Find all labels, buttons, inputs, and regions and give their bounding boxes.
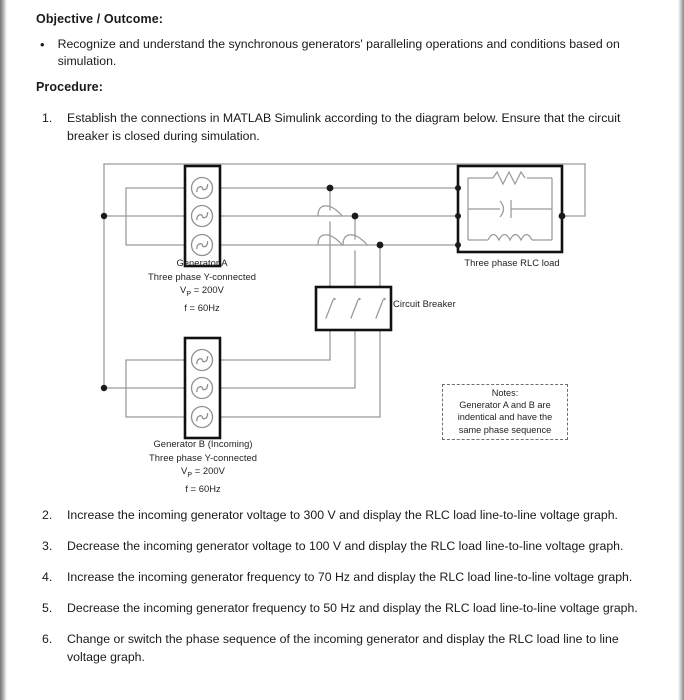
circuit-diagram xyxy=(90,152,600,492)
generator-a-frequency: f = 60Hz xyxy=(184,301,220,313)
bullet-point-icon: • xyxy=(40,37,45,52)
procedure-heading: Procedure: xyxy=(36,80,103,94)
node-rlc-terminal-3 xyxy=(455,242,461,248)
ac-generator-icon xyxy=(192,178,213,199)
generator-a-block xyxy=(185,166,220,266)
notes-line-1: Generator A and B are xyxy=(459,400,551,411)
generator-b-connection: Three phase Y-connected xyxy=(149,451,257,463)
objective-heading: Objective / Outcome: xyxy=(36,12,164,26)
step-marker: 6. xyxy=(42,632,53,646)
generator-b-caption xyxy=(108,437,298,495)
generator-b-name: Generator B (Incoming) xyxy=(153,438,253,449)
generator-b-frequency: f = 60Hz xyxy=(185,482,221,494)
node-phase-2-tap xyxy=(352,213,359,220)
node-rlc-return xyxy=(559,213,566,220)
step-marker: 5. xyxy=(42,601,53,615)
node-neutral-a xyxy=(101,213,107,219)
procedure-step-5 xyxy=(42,600,642,618)
generator-a-phase-symbols xyxy=(192,178,213,256)
step-text: Decrease the incoming generator voltage to 100 V and display the RLC load line-to-line voltage graph. xyxy=(67,539,624,553)
ac-generator-icon xyxy=(192,350,213,371)
generator-b-phase-symbols xyxy=(192,350,213,428)
step-marker: 1. xyxy=(42,111,53,125)
objective-bullet-text: Recognize and understand the synchronous generators' paralleling operations and conditions based on simulation. xyxy=(57,37,620,69)
ac-generator-icon xyxy=(192,235,213,256)
step-marker: 3. xyxy=(42,539,53,553)
generator-b-voltage: $V_P = 200V$ xyxy=(181,465,225,480)
step-text: Establish the connections in MATLAB Simulink according to the diagram below. Ensure that the circuit breaker is closed during simulation. xyxy=(67,111,621,143)
notes-line-3: same phase sequence xyxy=(458,424,552,435)
generator-b-block xyxy=(185,338,220,438)
generator-a-connection: Three phase Y-connected xyxy=(148,270,256,282)
generator-a-voltage: $V_P = 200V$ xyxy=(180,284,224,299)
rlc-load-caption: Three phase RLC load xyxy=(464,257,560,268)
notes-title: Notes: xyxy=(491,388,519,398)
step-text: Increase the incoming generator frequency to 70 Hz and display the RLC load line-to-line voltage graph. xyxy=(67,570,633,584)
notes-line-2: indentical and have the xyxy=(457,412,553,423)
step-marker: 2. xyxy=(42,508,53,522)
generator-a-caption xyxy=(112,256,292,314)
objective-bullet-item xyxy=(40,36,648,71)
circuit-breaker-block[interactable] xyxy=(316,287,391,330)
node-rlc-terminal-1 xyxy=(455,185,461,191)
procedure-step-4 xyxy=(42,569,642,587)
procedure-step-1 xyxy=(42,110,646,146)
node-rlc-terminal-2 xyxy=(455,213,461,219)
procedure-step-6 xyxy=(42,631,642,667)
notes-box xyxy=(442,384,568,440)
procedure-step-2 xyxy=(42,507,642,525)
node-phase-1-tap xyxy=(327,185,334,192)
ac-generator-icon xyxy=(192,407,213,428)
step-text: Increase the incoming generator voltage to 300 V and display the RLC load line-to-line voltage graph. xyxy=(67,508,618,522)
circuit-breaker-caption: Circuit Breaker xyxy=(393,298,456,309)
rlc-load-block xyxy=(458,166,562,252)
node-phase-3-tap xyxy=(377,242,384,249)
step-marker: 4. xyxy=(42,570,53,584)
ac-generator-icon xyxy=(192,206,213,227)
node-neutral-b xyxy=(101,385,107,391)
ac-generator-icon xyxy=(192,378,213,399)
procedure-step-3 xyxy=(42,538,642,556)
step-text: Change or switch the phase sequence of the incoming generator and display the RLC load line to line voltage graph. xyxy=(67,632,619,664)
step-text: Decrease the incoming generator frequency to 50 Hz and display the RLC load line-to-line voltage graph. xyxy=(67,601,638,615)
generator-a-name: Generator A xyxy=(176,257,228,268)
